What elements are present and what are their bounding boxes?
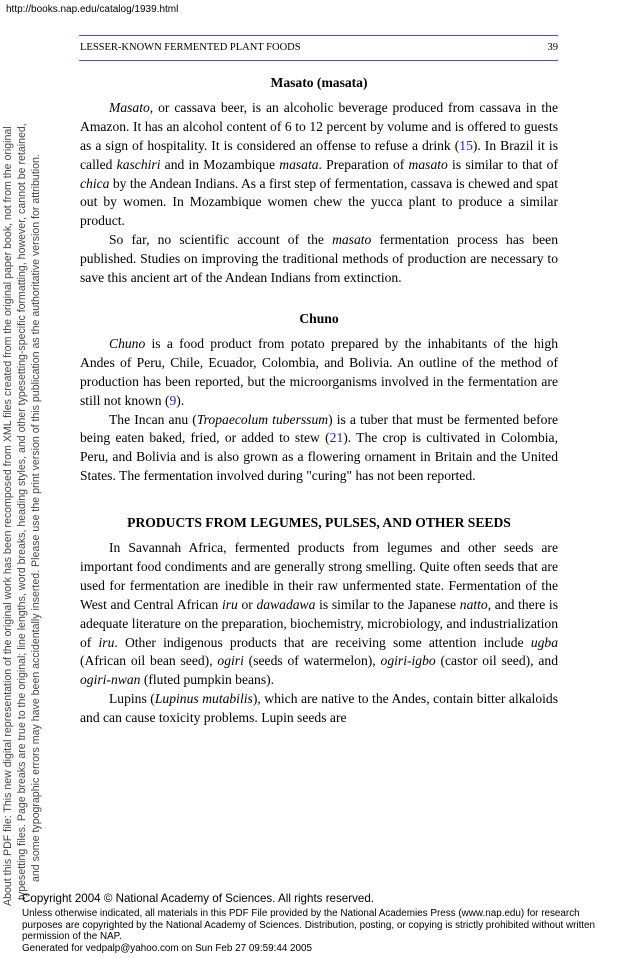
- italic-term: chica: [80, 175, 110, 191]
- italic-term: Masato: [109, 99, 150, 115]
- text-run: ) is a tuber that must be fermented before being eaten baked, fried, or added to stew (: [80, 411, 559, 446]
- text-run: fermentation process has been published. Studies on improving the traditional methods of production are necessary to save this ancient art of the Andean Indians from extinction.: [80, 232, 558, 286]
- text-run: is similar to that of: [447, 156, 558, 172]
- paragraph: [80, 539, 558, 690]
- italic-term: Lupinus mutabilis: [154, 691, 253, 707]
- usage-notice: Unless otherwise indicated, all materials in this PDF File provided by the National Academies Press (www.nap.edu) for research purposes are copyrighted by the National Academy of Sciences. Distribution, posting, or copying is strictly prohibited without written permission of the NAP.: [22, 908, 596, 943]
- text-run: ), which are native to the Andes, contain bitter alkaloids and can cause toxicity problems. Lupin seeds are: [80, 691, 558, 726]
- page-body: [80, 74, 558, 728]
- page-number: 39: [547, 42, 558, 53]
- italic-term: Tropaecolum tuberssum: [196, 411, 329, 427]
- paragraph: [80, 99, 558, 231]
- side-note-line: and some typographic errors may have been accidentally inserted. Please use the print version of this publication as the authoritative version for attribution.: [30, 154, 42, 882]
- side-note-line: typesetting files. Page breaks are true to the original; line lengths, word breaks, heading styles, and other typesetting-specific formatting, however, cannot be retained,: [16, 123, 28, 900]
- side-note-line: About this PDF file: This new digital representation of the original work has been recomposed from XML files created from the original paper book, not from the original: [2, 126, 14, 906]
- text-run: Lupins (: [109, 691, 155, 707]
- reference-link[interactable]: 21: [329, 430, 344, 446]
- paragraph: [80, 411, 558, 487]
- text-run: (castor oil seed), and: [435, 653, 558, 669]
- text-run: is a food product from potato prepared by the inhabitants of the high Andes of Peru, Chile, Ecuador, Colombia, and Bolivia. An outline of the method of production has been reported, but the microorganisms involved in the fermentation are still not known (: [80, 335, 558, 408]
- text-run: . Other indigenous products that are receiving some attention include: [114, 634, 531, 650]
- generated-line: Generated for vedpalp@yahoo.com on Sun Feb 27 09:59:44 2005: [22, 942, 313, 954]
- italic-term: ogiri: [217, 653, 244, 669]
- italic-term: ogiri-igbo: [380, 653, 436, 669]
- text-run: (African oil bean seed),: [80, 653, 218, 669]
- text-run: ). The crop is cultivated in Colombia, Peru, and Bolivia and is also grown as a flowering ornament in Britain and the United States. The fermentation involved during "curing" has not been reported.: [80, 430, 558, 484]
- header-rule-top: [79, 35, 558, 36]
- text-run: , and there is adequate literature on the preparation, biochemistry, microbiology, and industrialization of: [80, 596, 558, 650]
- heading-masato: Masato (masata): [270, 75, 368, 90]
- italic-term: masato: [332, 232, 372, 248]
- reference-link[interactable]: 15: [459, 137, 473, 153]
- heading-legumes: PRODUCTS FROM LEGUMES, PULSES, AND OTHER SEEDS: [127, 515, 511, 531]
- italic-term: ugba: [530, 634, 558, 650]
- pdf-side-note: [1, 42, 43, 958]
- text-run: (seeds of watermelon),: [243, 653, 381, 669]
- text-run: The Incan anu (: [109, 411, 197, 427]
- italic-term: iru: [98, 634, 115, 650]
- italic-term: kaschiri: [116, 156, 161, 172]
- running-title: LESSER-KNOWN FERMENTED PLANT FOODS: [80, 42, 301, 53]
- italic-term: masata: [279, 156, 319, 172]
- page-header: [80, 42, 558, 53]
- italic-term: masato: [408, 156, 448, 172]
- copyright-line: Copyright 2004 © National Academy of Sciences. All rights reserved.: [22, 892, 375, 905]
- header-rule-bottom: [79, 60, 558, 61]
- paragraph: [80, 231, 558, 288]
- italic-term: ogiri-nwan: [80, 672, 141, 688]
- text-run: In Savannah Africa, fermented products from legumes and other seeds are important food condiments and are generally strong smelling. Quite often seeds that are used for fermentation are inedible in their raw unfermented state. Fermentation of the West and Central African: [80, 540, 558, 612]
- text-run: or: [237, 596, 257, 612]
- text-run: ). In Brazil it is called: [80, 137, 558, 172]
- text-run: , or cassava beer, is an alcoholic beverage produced from cassava in the Amazon. It has an alcohol content of 6 to 12 percent by volume and is offered to guests as a sign of hospitality. It is considered an offense to refuse a drink (: [80, 99, 558, 153]
- italic-term: natto: [459, 596, 488, 612]
- text-run: is similar to the Japanese: [315, 596, 460, 612]
- heading-chuno: Chuno: [299, 310, 339, 326]
- italic-term: dawadawa: [256, 596, 316, 612]
- paragraph: [80, 335, 558, 411]
- italic-term: Chuno: [109, 335, 146, 351]
- reference-link[interactable]: 9: [169, 392, 177, 408]
- text-run: and in Mozambique: [160, 156, 280, 172]
- italic-term: iru: [221, 596, 238, 612]
- text-run: by the Andean Indians. As a first step of fermentation, cassava is chewed and spat out by women. In Mozambique women chew the yucca plant to produce a similar product.: [80, 175, 558, 229]
- text-run: ).: [176, 392, 185, 408]
- page-footer: [22, 891, 622, 954]
- paragraph: [80, 690, 558, 728]
- text-run: (fluted pumpkin beans).: [140, 672, 275, 688]
- source-url[interactable]: http://books.nap.edu/catalog/1939.html: [6, 4, 179, 15]
- text-run: . Preparation of: [318, 156, 409, 172]
- text-run: So far, no scientific account of the: [109, 232, 333, 248]
